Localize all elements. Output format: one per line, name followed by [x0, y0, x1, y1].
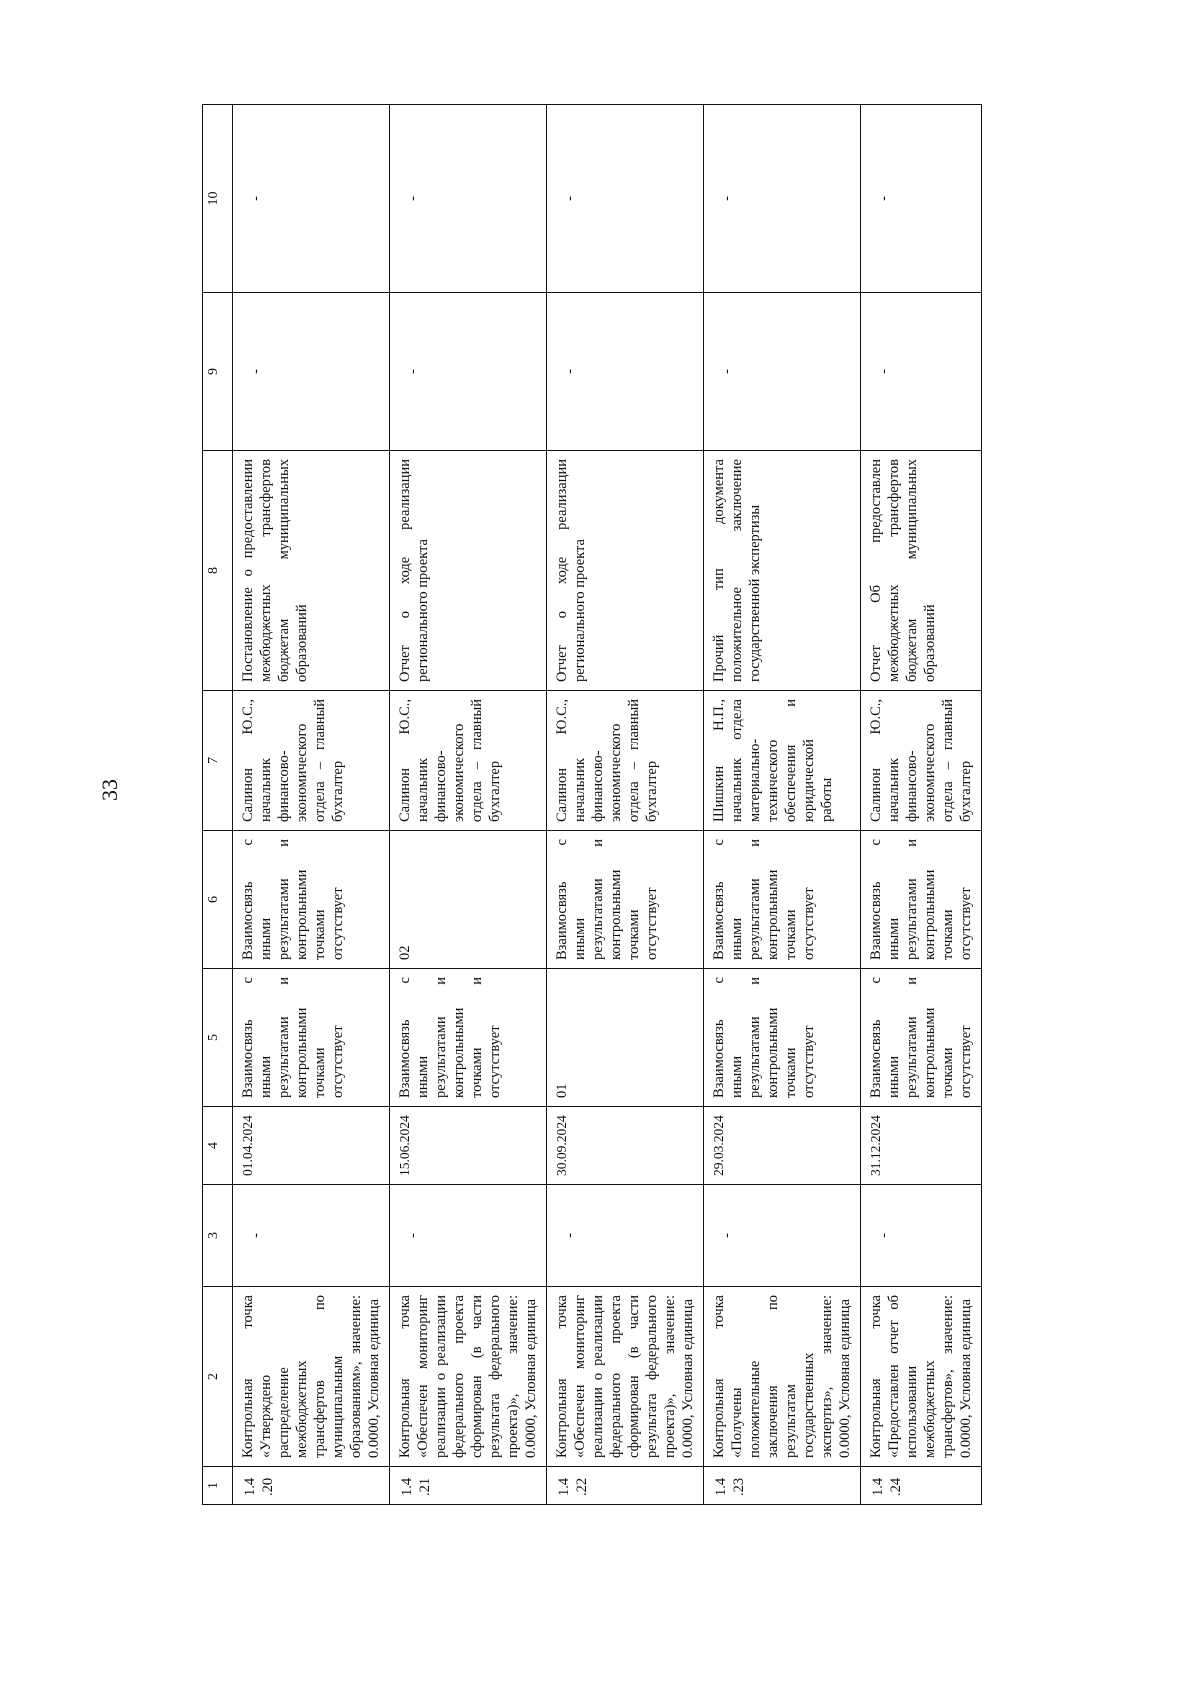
- relation-col6: 02: [390, 831, 547, 969]
- due-date: 15.06.2024: [390, 1107, 547, 1185]
- relation-col6: Взаимосвязь с иными результатами и контрольными точками отсутствует: [704, 831, 861, 969]
- table-row: [704, 105, 861, 1505]
- due-date: 31.12.2024: [861, 1107, 982, 1185]
- header-cell: 9: [203, 293, 233, 451]
- cell-col10: -: [704, 105, 861, 293]
- document-type: Постановление о предоставлении межбюджетных трансфертов бюджетам муниципальных образований: [233, 451, 390, 691]
- relation-col5: 01: [547, 969, 704, 1107]
- table-row: [861, 105, 982, 1505]
- cell-col3: -: [861, 1185, 982, 1287]
- header-cell: 1: [203, 1467, 233, 1505]
- row-id: 1.4.24: [861, 1467, 982, 1505]
- responsible-person: Салинон Ю.С., начальник финансово-экономического отдела – главный бухгалтер: [390, 691, 547, 831]
- cell-col9: -: [547, 293, 704, 451]
- header-cell: 2: [203, 1287, 233, 1467]
- cell-col10: -: [547, 105, 704, 293]
- table-row: [233, 105, 390, 1505]
- relation-col5: Взаимосвязь с иными результатами и контрольными точками отсутствует: [233, 969, 390, 1107]
- cell-col10: -: [233, 105, 390, 293]
- row-id: 1.4.21: [390, 1467, 547, 1505]
- cell-col9: -: [233, 293, 390, 451]
- responsible-person: Салинон Ю.С., начальник финансово-экономического отдела – главный бухгалтер: [547, 691, 704, 831]
- table-row: [390, 105, 547, 1505]
- control-points-table: [202, 104, 982, 1505]
- relation-col6: Взаимосвязь с иными результатами и контрольными точками отсутствует: [233, 831, 390, 969]
- cell-col9: -: [704, 293, 861, 451]
- control-point-name: Контрольная точка «Предоставлен отчет об использовании межбюджетных трансфертов», значение: 0.0000, Условная единица: [861, 1287, 982, 1467]
- document-type: Отчет о ходе реализации регионального проекта: [390, 451, 547, 691]
- responsible-person: Салинон Ю.С., начальник финансово-экономического отдела – главный бухгалтер: [233, 691, 390, 831]
- header-cell: 4: [203, 1107, 233, 1185]
- control-point-name: Контрольная точка «Получены положительные заключения по результатам государственных экспертиз», значение: 0.0000, Условная единица: [704, 1287, 861, 1467]
- header-cell: 8: [203, 451, 233, 691]
- cell-col10: -: [861, 105, 982, 293]
- header-cell: 10: [203, 105, 233, 293]
- control-point-name: Контрольная точка «Обеспечен мониторинг реализации о реализации федерального проекта сформирован (в части результата федерального проекта)», значение: 0.0000, Условная единица: [390, 1287, 547, 1467]
- table-row: [547, 105, 704, 1505]
- relation-col6: Взаимосвязь с иными результатами и контрольными точками отсутствует: [547, 831, 704, 969]
- cell-col3: -: [704, 1185, 861, 1287]
- due-date: 01.04.2024: [233, 1107, 390, 1185]
- document-type: Отчет Об предоставлен межбюджетных трансфертов бюджетам муниципальных образований: [861, 451, 982, 691]
- document-type: Прочий тип документа положительное заключение государственной экспертизы: [704, 451, 861, 691]
- header-cell: 5: [203, 969, 233, 1107]
- control-point-name: Контрольная точка «Утверждено распределение межбюджетных трансфертов по муниципальным образованиям», значение: 0.0000, Условная единица: [233, 1287, 390, 1467]
- row-id: 1.4.20: [233, 1467, 390, 1505]
- page-number: 33: [97, 779, 122, 801]
- cell-col9: -: [390, 293, 547, 451]
- relation-col6: Взаимосвязь с иными результатами и контрольными точками отсутствует: [861, 831, 982, 969]
- relation-col5: Взаимосвязь с иными результатами и контрольными точками отсутствует: [704, 969, 861, 1107]
- responsible-person: Салинон Ю.С., начальник финансово-экономического отдела – главный бухгалтер: [861, 691, 982, 831]
- cell-col3: -: [547, 1185, 704, 1287]
- cell-col10: -: [390, 105, 547, 293]
- header-cell: 6: [203, 831, 233, 969]
- due-date: 30.09.2024: [547, 1107, 704, 1185]
- cell-col3: -: [390, 1185, 547, 1287]
- relation-col5: Взаимосвязь с иными результатами и контрольными точками отсутствует: [861, 969, 982, 1107]
- control-point-name: Контрольная точка «Обеспечен мониторинг реализации о реализации федерального проекта сформирован (в части результата федерального проекта)», значение: 0.0000, Условная единица: [547, 1287, 704, 1467]
- header-cell: 7: [203, 691, 233, 831]
- row-id: 1.4.23: [704, 1467, 861, 1505]
- header-cell: 3: [203, 1185, 233, 1287]
- document-type: Отчет о ходе реализации регионального проекта: [547, 451, 704, 691]
- due-date: 29.03.2024: [704, 1107, 861, 1185]
- row-id: 1.4.22: [547, 1467, 704, 1505]
- cell-col9: -: [861, 293, 982, 451]
- relation-col5: Взаимосвязь с иными результатами и контрольными точками и отсутствует: [390, 969, 547, 1107]
- cell-col3: -: [233, 1185, 390, 1287]
- responsible-person: Шишкин Н.П., начальник отдела материально-технического обеспечения и юридической работы: [704, 691, 861, 831]
- header-row: [203, 105, 233, 1505]
- rotated-table-wrapper: [202, 125, 974, 1505]
